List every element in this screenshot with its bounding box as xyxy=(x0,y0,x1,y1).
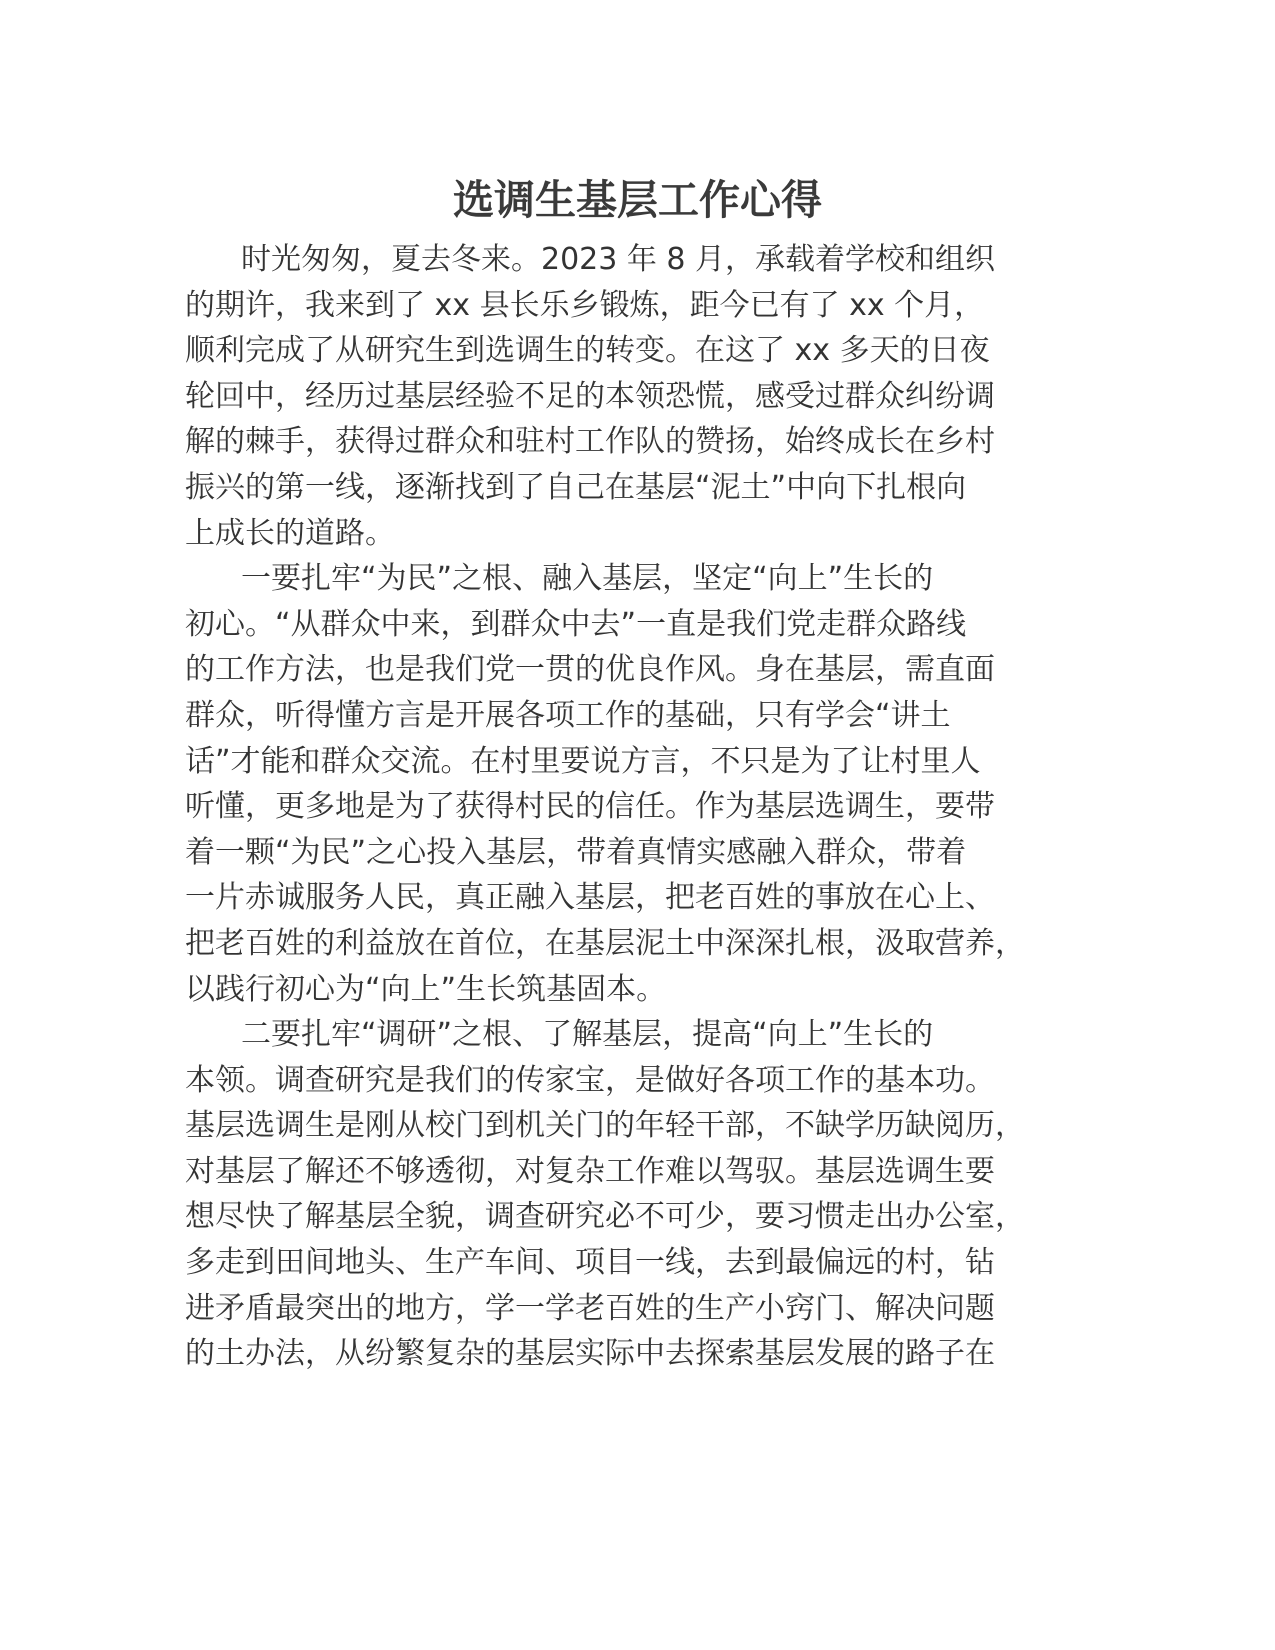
paragraph-line: 听懂，更多地是为了获得村民的信任。作为基层选调生，要带 xyxy=(185,789,995,825)
paragraph-line: 本领。调查研究是我们的传家宝，是做好各项工作的基本功。 xyxy=(185,1062,995,1098)
paragraph-line: 进矛盾最突出的地方，学一学老百姓的生产小窍门、解决问题 xyxy=(185,1290,995,1326)
paragraph-line: 着一颗“为民”之心投入基层，带着真情实感融入群众，带着 xyxy=(185,834,967,870)
paragraph-line: 解的棘手，获得过群众和驻村工作队的赞扬，始终成长在乡村 xyxy=(185,424,995,460)
paragraph-line: 的土办法，从纷繁复杂的基层实际中去探索基层发展的路子在 xyxy=(185,1336,995,1372)
paragraph-line: 的期许，我来到了 xx 县长乐乡锻炼，距今已有了 xx 个月， xyxy=(185,287,985,323)
paragraph-line: 时光匆匆，夏去冬来。2023 年 8 月，承载着学校和组织 xyxy=(241,242,996,277)
paragraph-line: 多走到田间地头、生产车间、项目一线，去到最偏远的村，钻 xyxy=(185,1245,995,1281)
paragraph-line: 一片赤诚服务人民，真正融入基层，把老百姓的事放在心上、 xyxy=(185,880,995,916)
paragraph-line: 轮回中，经历过基层经验不足的本领恐慌，感受过群众纠纷调 xyxy=(185,378,995,414)
paragraph-line: 想尽快了解基层全貌，调查研究必不可少，要习惯走出办公室， xyxy=(185,1199,1025,1235)
paragraph-line: 把老百姓的利益放在首位，在基层泥土中深深扎根，汲取营养， xyxy=(185,925,1025,961)
paragraph-line: 的工作方法，也是我们党一贯的优良作风。身在基层，需直面 xyxy=(185,652,995,688)
paragraph-line: 顺利完成了从研究生到选调生的转变。在这了 xx 多天的日夜 xyxy=(185,333,990,369)
paragraph-line: 基层选调生是刚从校门到机关门的年轻干部，不缺学历缺阅历， xyxy=(185,1108,1025,1144)
paragraph-1 xyxy=(185,237,1105,556)
paragraph-line: 初心。“从群众中来，到群众中去”一直是我们党走群众路线 xyxy=(185,606,967,642)
paragraph-line: 以践行初心为“向上”生长筑基固本。 xyxy=(185,971,667,1007)
paragraph-line: 二要扎牢“调研”之根、了解基层，提高“向上”生长的 xyxy=(241,1017,934,1053)
paragraph-line: 话”才能和群众交流。在村里要说方言，不只是为了让村里人 xyxy=(185,743,981,779)
paragraph-line: 上成长的道路。 xyxy=(185,515,395,551)
paragraph-line: 群众，听得懂方言是开展各项工作的基础，只有学会“讲土 xyxy=(185,697,951,733)
document-body xyxy=(185,237,1105,1377)
paragraph-3 xyxy=(185,1012,1105,1377)
paragraph-line: 振兴的第一线，逐渐找到了自己在基层“泥土”中向下扎根向 xyxy=(185,469,967,505)
paragraph-2 xyxy=(185,556,1105,1012)
paragraph-line: 一要扎牢“为民”之根、融入基层，坚定“向上”生长的 xyxy=(241,561,934,597)
paragraph-line: 对基层了解还不够透彻，对复杂工作难以驾驭。基层选调生要 xyxy=(185,1153,995,1189)
document-title: 选调生基层工作心得 xyxy=(453,176,822,224)
